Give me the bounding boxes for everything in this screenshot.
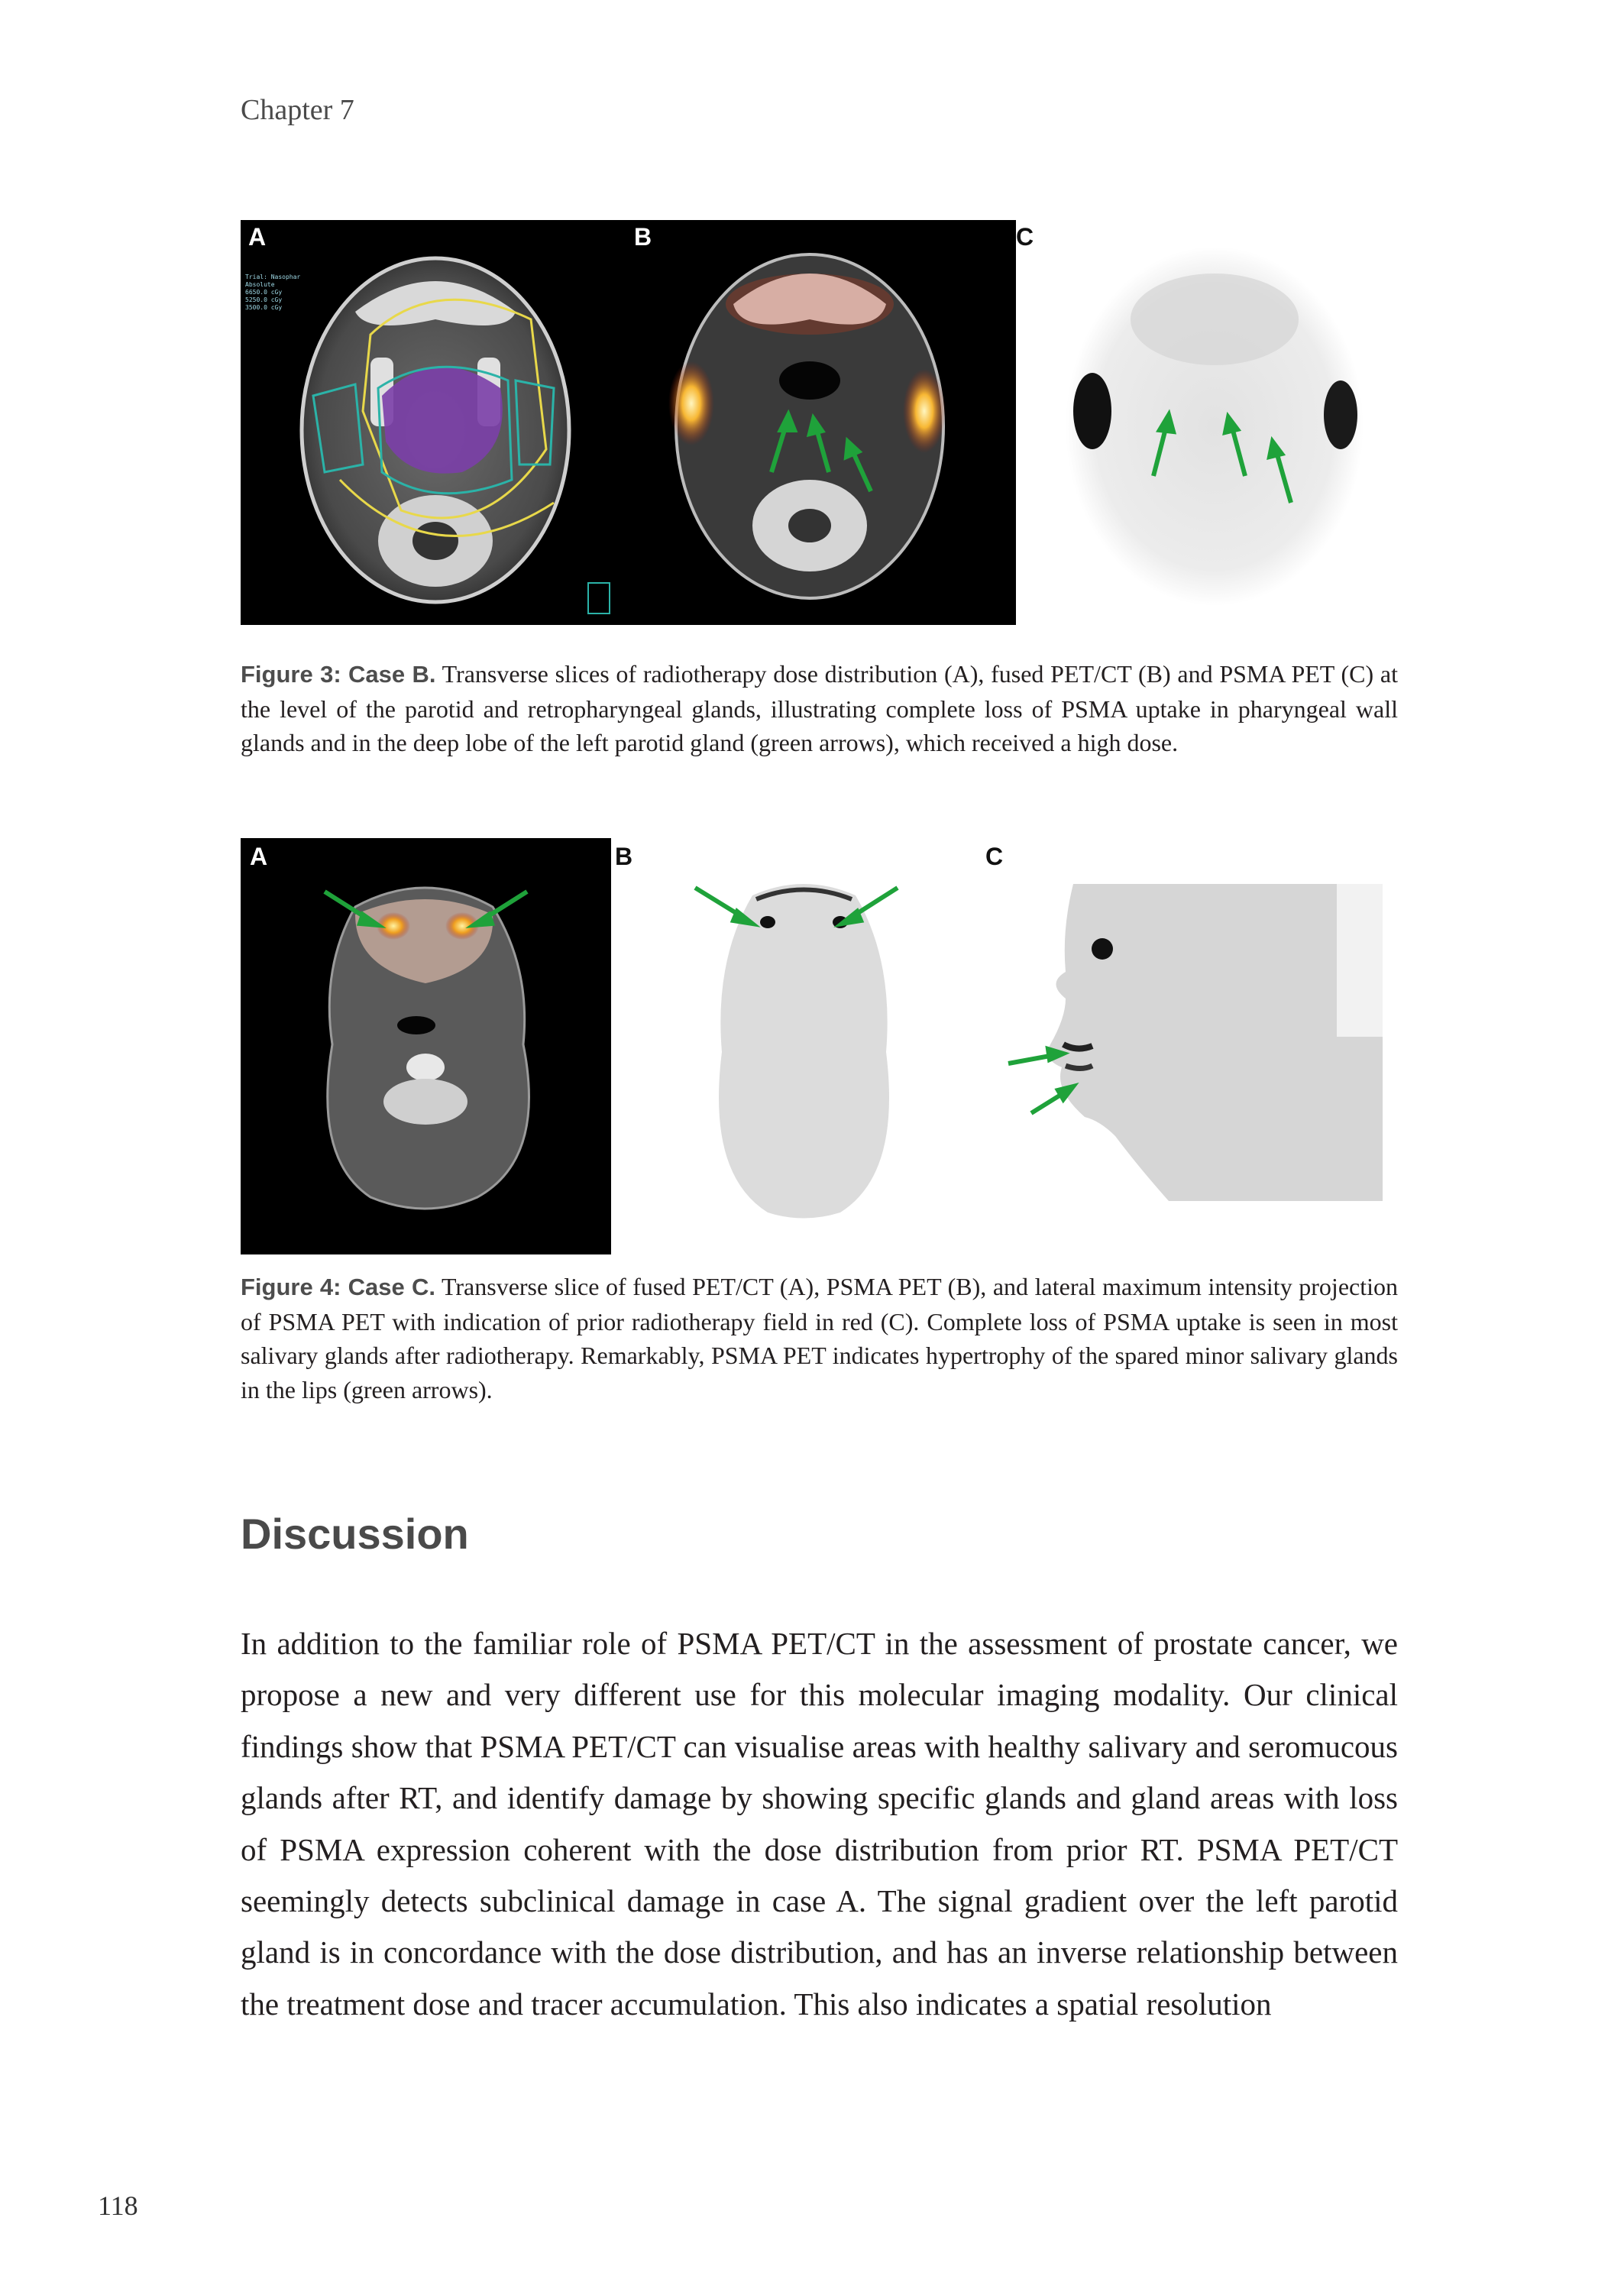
figure-3-caption-label: Figure 3: Case B. — [241, 661, 436, 688]
legend-line: 5250.0 cGy — [245, 296, 283, 303]
figure-3-panel-c-psma-pet — [1016, 220, 1398, 625]
figure-3-caption — [241, 657, 1398, 760]
panel-label-a: A — [248, 223, 267, 251]
figure-3-panel-b-fused-petct — [619, 220, 1016, 625]
figure-4-caption-label: Figure 4: Case C. — [241, 1274, 435, 1300]
figure-4-panel-b-psma-pet — [611, 838, 978, 1254]
panel-label-a: A — [250, 843, 268, 870]
figure-4-caption-text: Transverse slice of fused PET/CT (A), PSMA PET (B), and lateral maximum intensity projection of PSMA PET with indication of prior radiotherapy field in red (C). Complete loss of PSMA uptake is seen in most salivary glands after radiotherapy. Remarkably, PSMA PET indicates hypertrophy of the spared minor salivary glands in the lips (green arrows). — [241, 1273, 1399, 1403]
figure-4-panel-a-fused-petct — [241, 838, 611, 1254]
psma-pet-image — [1016, 220, 1398, 625]
panel-label-c: C — [1016, 223, 1034, 251]
figure-4-caption — [241, 1270, 1398, 1407]
fused-petct-image — [619, 220, 1016, 625]
running-head: Chapter 7 — [241, 94, 354, 126]
panel-label-c: C — [985, 843, 1004, 870]
figure-3-caption-text: Transverse slices of radiotherapy dose distribution (A), fused PET/CT (B) and PSMA PET (C) at the level of the parotid and retropharyngeal glands, illustrating complete loss of PSMA uptake in pharyngeal wall glands and in the deep lobe of the left parotid gland (green arrows), which received a high dose. — [241, 660, 1398, 756]
section-heading-discussion: Discussion — [241, 1510, 469, 1558]
legend-line: 6650.0 cGy — [245, 289, 283, 296]
figure-3-panel-a-ct-dose — [241, 220, 619, 625]
legend-line: 3500.0 cGy — [245, 304, 283, 311]
figure-4-panel-c-lateral-mip — [978, 838, 1398, 1254]
legend-line: Trial: Nasophar — [245, 274, 301, 280]
page-number: 118 — [98, 2190, 138, 2221]
lateral-mip-image — [978, 838, 1398, 1254]
fused-petct-image — [241, 838, 611, 1254]
panel-label-b: B — [634, 223, 652, 251]
dose-legend — [245, 274, 300, 312]
discussion-paragraph: In addition to the familiar role of PSMA PET/CT in the assessment of prostate cancer, we propose a new and very different use for this molecular imaging modality. Our clinical findings show that PSMA PET/CT can visualise areas with healthy salivary and seromucous glands after RT, and identify damage by showing specific glands and gland areas with loss of PSMA expression coherent with the dose distribution from prior RT. PSMA PET/CT seemingly detects subclinical damage in case A. The signal gradient over the left parotid gland is in concordance with the dose distribution, and has an inverse relationship between the treatment dose and tracer accumulation. This also indicates a spatial resolution — [241, 1626, 1398, 2022]
panel-label-b: B — [615, 843, 633, 870]
legend-line: Absolute — [245, 281, 275, 288]
psma-pet-image — [611, 838, 978, 1254]
